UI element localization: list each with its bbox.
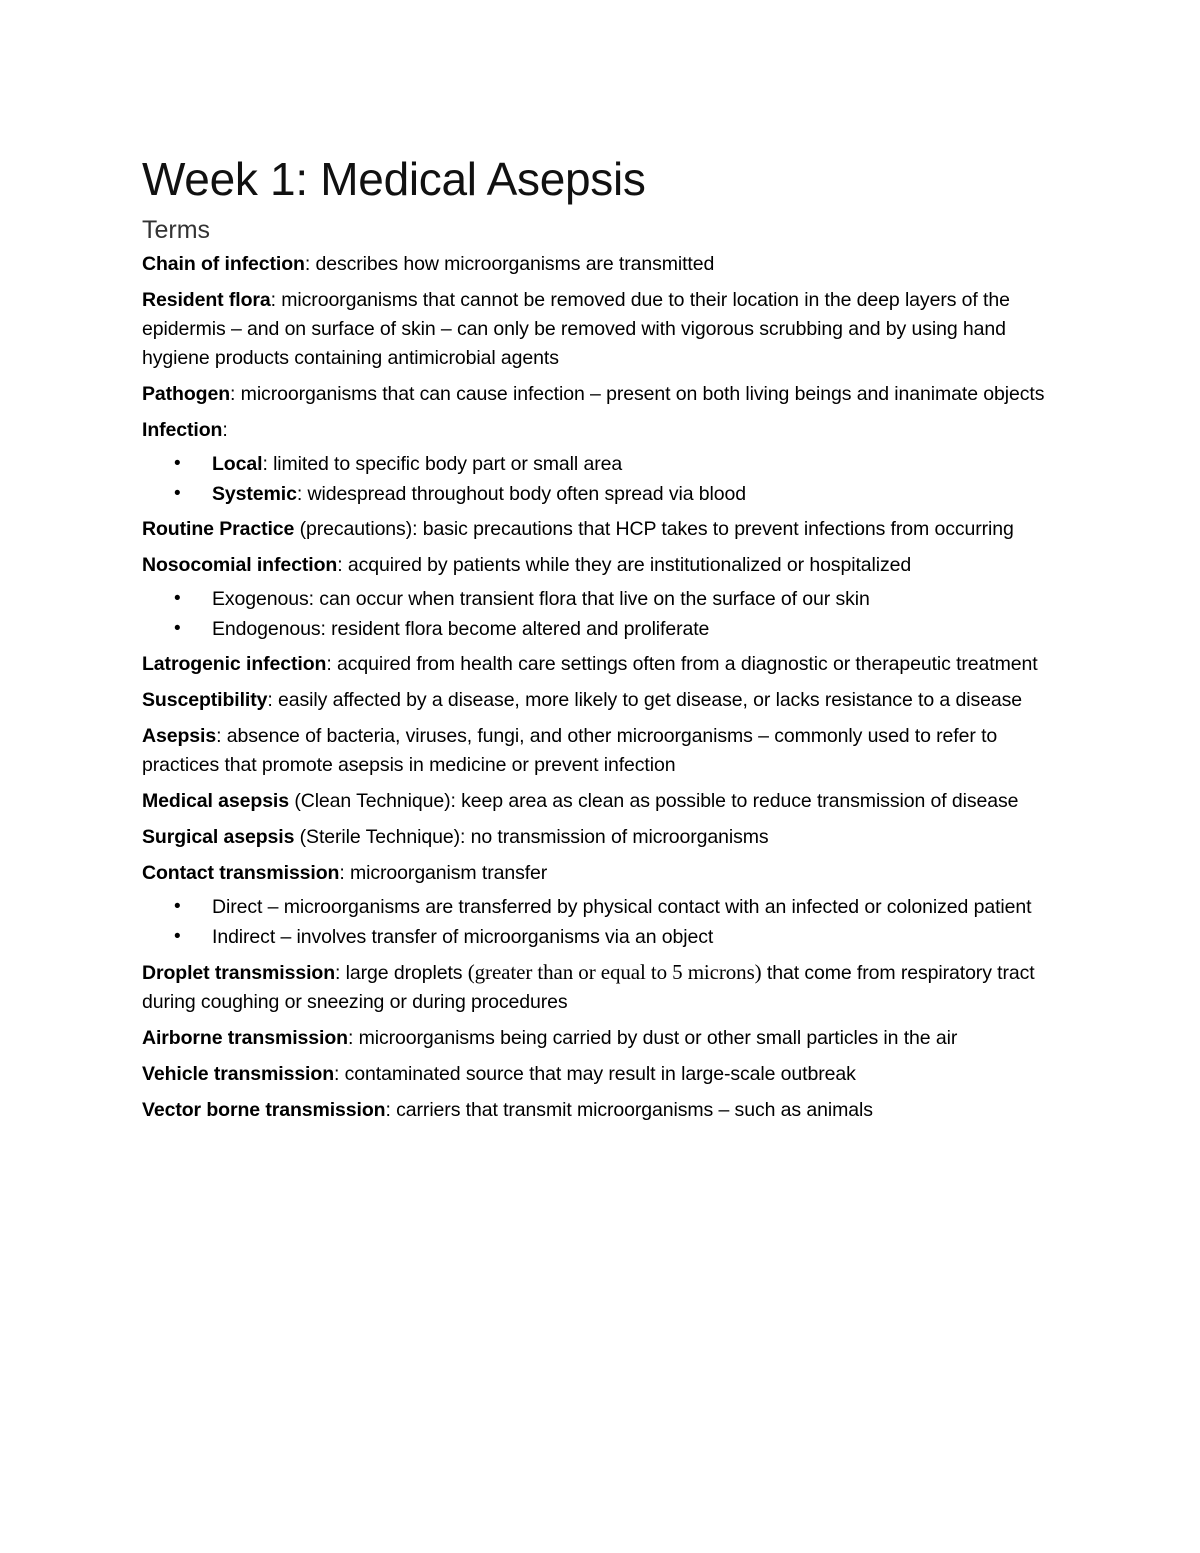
entry-pathogen — [142, 380, 1062, 409]
term-label: Vehicle transmission — [142, 1063, 335, 1085]
bullet-icon: • — [174, 926, 181, 947]
term-label: Asepsis — [142, 725, 217, 747]
term-definition: (precautions): basic precautions that HCP takes to prevent infections from occurring — [294, 518, 1014, 540]
entry-infection — [142, 416, 1062, 445]
section-heading-terms: Terms — [142, 216, 211, 244]
entry-vector-borne-transmission — [142, 1096, 1062, 1125]
entry-nosocomial-infection — [142, 551, 1062, 580]
entry-asepsis — [142, 722, 1062, 780]
list-item-text: Exogenous: can occur when transient flora that live on the surface of our skin — [212, 588, 870, 610]
bullet-icon: • — [174, 588, 181, 609]
bullet-icon: • — [174, 483, 181, 504]
term-label: Vector borne transmission — [142, 1099, 386, 1121]
term-definition-serif: (greater than or equal to 5 microns) — [467, 960, 762, 984]
list-item — [142, 479, 1062, 509]
infection-types-list — [142, 449, 1062, 509]
term-definition: (Clean Technique): keep area as clean as possible to reduce transmission of disease — [289, 790, 1019, 812]
list-item — [142, 614, 1062, 644]
document-page — [142, 150, 1062, 1132]
term-definition: (Sterile Technique): no transmission of microorganisms — [294, 826, 769, 848]
entry-airborne-transmission — [142, 1024, 1062, 1053]
term-label: Contact transmission — [142, 862, 340, 884]
term-label: Systemic — [212, 483, 297, 505]
term-definition: : carriers that transmit microorganisms – such as animals — [385, 1099, 873, 1121]
list-item-text: Endogenous: resident flora become altered and proliferate — [212, 618, 710, 640]
term-definition: : describes how microorganisms are transmitted — [304, 253, 715, 275]
entry-latrogenic-infection — [142, 650, 1062, 679]
term-label: Latrogenic infection — [142, 653, 327, 675]
term-label: Chain of infection — [142, 253, 305, 275]
term-label: Resident flora — [142, 289, 271, 311]
term-label: Infection — [142, 419, 223, 441]
list-item-text: Indirect – involves transfer of microorganisms via an object — [212, 926, 714, 948]
term-definition: : acquired by patients while they are institutionalized or hospitalized — [337, 554, 912, 576]
entry-medical-asepsis — [142, 787, 1062, 816]
term-label: Nosocomial infection — [142, 554, 338, 576]
entry-contact-transmission — [142, 859, 1062, 888]
list-item-text: Direct – microorganisms are transferred by physical contact with an infected or colonized patient — [212, 896, 1032, 918]
term-label: Airborne transmission — [142, 1027, 348, 1049]
list-item — [142, 584, 1062, 614]
term-definition: : — [222, 419, 228, 441]
nosocomial-types-list — [142, 584, 1062, 644]
bullet-icon: • — [174, 896, 181, 917]
term-label: Droplet transmission — [142, 962, 336, 984]
term-definition: : absence of bacteria, viruses, fungi, and other microorganisms – commonly used to refer to practices that promote asepsis in medicine or prevent infection — [142, 725, 998, 776]
term-definition: : large droplets — [335, 962, 468, 984]
list-item — [142, 892, 1062, 922]
term-label: Medical asepsis — [142, 790, 289, 812]
term-definition: : widespread throughout body often spread via blood — [296, 483, 746, 505]
term-definition: : microorganisms that can cause infection – present on both living beings and inanimate objects — [230, 383, 1045, 405]
entry-susceptibility — [142, 686, 1062, 715]
entry-resident-flora — [142, 286, 1062, 373]
entry-chain-of-infection — [142, 250, 1062, 279]
term-label: Susceptibility — [142, 689, 268, 711]
term-label: Pathogen — [142, 383, 231, 405]
term-definition: : easily affected by a disease, more likely to get disease, or lacks resistance to a disease — [267, 689, 1022, 711]
entry-surgical-asepsis — [142, 823, 1062, 852]
term-definition: that come from respiratory tract during coughing or sneezing or during procedures — [142, 962, 1035, 1013]
term-definition: : microorganism transfer — [339, 862, 548, 884]
term-definition: : microorganisms being carried by dust or other small particles in the air — [347, 1027, 958, 1049]
entry-vehicle-transmission — [142, 1060, 1062, 1089]
term-label: Routine Practice — [142, 518, 295, 540]
page-title: Week 1: Medical Asepsis — [142, 153, 646, 205]
bullet-icon: • — [174, 453, 181, 474]
term-definition: : acquired from health care settings often from a diagnostic or therapeutic treatment — [326, 653, 1038, 675]
list-item — [142, 922, 1062, 952]
bullet-icon: • — [174, 618, 181, 639]
term-definition: : contaminated source that may result in large-scale outbreak — [334, 1063, 856, 1085]
term-label: Surgical asepsis — [142, 826, 295, 848]
term-definition: : microorganisms that cannot be removed due to their location in the deep layers of the epidermis – and on surface of skin – can only be removed with vigorous scrubbing and by using hand hygiene products containing antimicrobial agents — [142, 289, 1010, 369]
entry-droplet-transmission — [142, 958, 1062, 1017]
term-label: Local — [212, 453, 263, 475]
term-definition: : limited to specific body part or small area — [262, 453, 623, 475]
contact-types-list — [142, 892, 1062, 952]
entry-routine-practice — [142, 515, 1062, 544]
list-item — [142, 449, 1062, 479]
